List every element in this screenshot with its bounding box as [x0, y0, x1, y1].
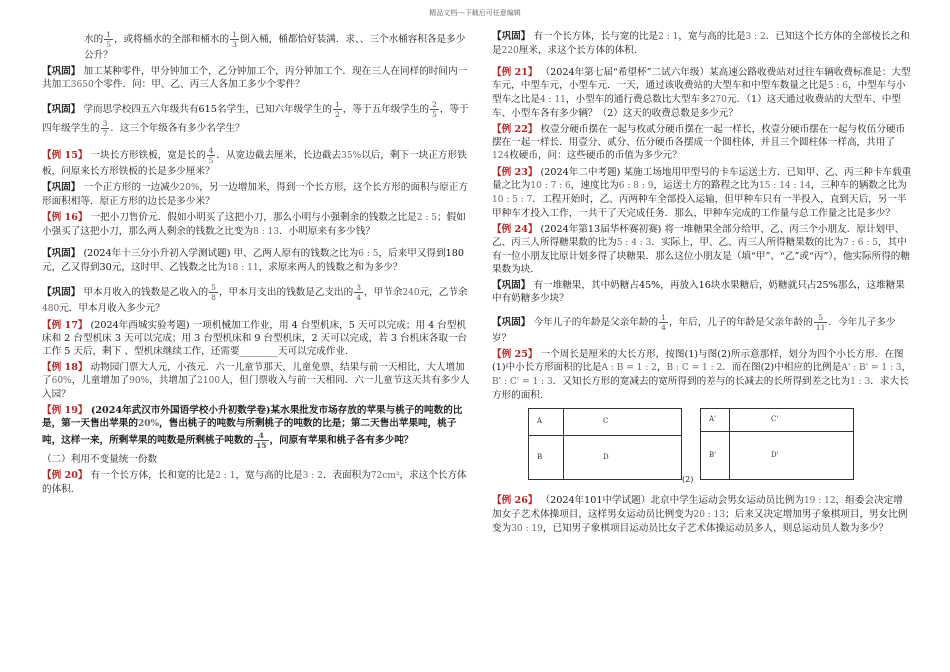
example-tag: 【例 25】 [492, 349, 538, 360]
fraction: $\frac{1}{2}$ [335, 100, 340, 119]
figure-label: C [603, 417, 609, 425]
example-tag: 【例 22】 [492, 124, 538, 135]
example-tag: 【例 17】 [42, 320, 88, 331]
fraction: $\frac{1}{5}$ [106, 30, 111, 49]
example-problem: 【例 16】 一把小刀售价元．假如小明买了这把小刀，那么小明与小强剩余的钱数之比是2 : 5；假如小强买了这把小刀，那么两人剩余的钱数之比变为8 : 13．小明原来有多少钱？ [42, 212, 466, 237]
example-tag: 【例 15】 [42, 150, 88, 161]
fraction: $\frac{3}{7}$ [102, 119, 108, 138]
example-tag: 【例 23】 [492, 167, 538, 178]
figure-1 [528, 408, 682, 480]
figure-label: B [537, 453, 543, 461]
practice-problem: 【巩固】 一个正方形的一边减少20%，另一边增加米，得到一个长方形，这个长方形的面积与原正方形面积相等．原正方形的边长是多少米？ [42, 182, 469, 207]
practice-problem: 【巩固】 有一堆糖果，其中奶糖占45%，再放入16块水果糖后，奶糖就只占25%那么，这堆糖果中有奶糖多少块？ [492, 280, 905, 304]
fraction: $\frac{3}{4}$ [356, 283, 362, 302]
practice-tag: 【巩固】 [42, 182, 81, 193]
example-tag: 【例 26】 [492, 495, 538, 506]
example-tag: 【例 16】 [42, 212, 88, 223]
practice-problem: 【巩固】 (2024年十三分小升初入学测试题) 甲、乙两人原有的钱数之比为6 : 5，后来甲又得到180元，乙又得到30元，这时甲、乙钱数之比为18 : 11，求原来两人的钱数之和为多少？ [42, 248, 464, 273]
right-column [492, 30, 912, 539]
practice-problem: 【巩固】 今年儿子的年龄是父亲年龄的 $\frac{1}{4}$ ，年后，儿子的年龄是父亲年龄的 $\frac{5}{11}$ ．今年儿子多少岁？ [492, 313, 896, 344]
fraction: $\frac{4}{15}$ [256, 431, 267, 450]
figure-label: A' [709, 415, 716, 423]
figure-label: D' [771, 451, 779, 459]
example-problem: 【例 15】 一块长方形铁板，宽是长的 $\frac{4}{5}$ ．从宽边截去厘米，长边截去35%以后，剩下一块正方形铁板，问原来长方形铁板的长是多少厘米？ [42, 146, 467, 177]
example-problem: 【例 19】 (2024年武汉市外国语学校小升初数学卷)某水果批发市场存放的苹果与桃子的吨数的比是，第一天售出苹果的20%，售出桃子的吨数与所剩桃子的吨数的比是；第二天售出苹果吨，桃子吨，这样一来，所剩苹果的吨数是所剩桃子吨数的 $\frac{4}{15}$ ，问原有苹果和桃子各有多少吨？ [42, 405, 463, 450]
problem-continuation: 水的 $\frac{1}{5}$ ，或将桶水的全部和桶水的 $\frac{1}{3}$ 倒入桶，桶都恰好装满．求、、三个水桶容积各是多少公升？ [84, 30, 466, 61]
practice-problem: 【巩固】 甲本月收入的钱数是乙收入的 $\frac{5}{8}$ ，甲本月支出的钱数是乙支出的 $\frac{3}{4}$ ，甲节余240元，乙节余480元．甲本月收入多少元？ [42, 283, 468, 314]
fraction: $\frac{1}{4}$ [661, 313, 666, 332]
example-problem: 【例 18】 动物园门票大人元，小孩元．六一儿童节那天，儿童免票，结果与前一天相比，大人增加了60%，儿童增加了90%，共增加了2100人，但门票收入与前一天相同．六一儿童节这天共有多少人入园？ [42, 362, 470, 400]
practice-tag: 【巩固】 [492, 31, 531, 42]
practice-tag: 【巩固】 [42, 66, 81, 77]
example-problem: 【例 24】 (2024年第13届华杯赛初赛) 将一堆糖果全部分给甲、乙、丙三个小朋友．原计划甲、乙、丙三人所得糖果数的比为5 : 4 : 3．实际上，甲、乙、丙三人所得糖果数的比为7 : 6 : 5，其中有一位小朋友比原计划多得了块糖果．那么这位小朋友是（填“甲”、“乙”或“丙”），他实际所得的糖果数为块. [492, 224, 910, 275]
example-problem: 【例 25】 一个周长是厘米的大长方形，按图(1)与图(2)所示意那样，划分为四个小长方形．在图(1)中小长方形面积的比是A : B = 1 : 2，B : C = 1 : 2．而在图(2)中相应的比例是A' : B' = 1 : 3，B' : C' = 1 : 3．又知长方形的宽减去的宽所得到的差与的长减去的长所得到差之比为1 : 3．求大长方形的面积. [492, 349, 912, 401]
practice-tag: 【巩固】 [42, 287, 81, 298]
example-tag: 【例 18】 [42, 362, 88, 373]
practice-tag: 【巩固】 [42, 104, 81, 115]
example-tag: 【例 20】 [42, 470, 88, 481]
practice-problem: 【巩固】 学而思学校四五六年级共有615名学生，已知六年级学生的 $\frac{1}{2}$ ，等于五年级学生的 $\frac{2}{5}$ ，等于四年级学生的 $\frac{3}{7}$ ．这三个年级各有多少名学生？ [42, 100, 469, 138]
fraction: $\frac{5}{11}$ [815, 313, 826, 332]
fraction: $\frac{4}{5}$ [208, 146, 214, 165]
example-tag: 【例 19】 [42, 405, 88, 416]
figure-label: D [603, 453, 609, 461]
figure-label: B' [709, 451, 717, 459]
figure-caption: (2) [682, 475, 694, 484]
figure-2 [700, 408, 854, 480]
example-problem: 【例 22】 枚壹分硬币摆在一起与枚贰分硬币摆在一起一样长，枚壹分硬币摆在一起与枚伍分硬币摆在一起一样长．用壹分、贰分、伍分硬币各摆成一个圆柱体，并且三个圆柱体一样高，共用了124枚硬币，问：这些硬币的币值为多少元？ [492, 124, 906, 161]
fraction: $\frac{1}{3}$ [232, 30, 237, 49]
example-problem: 【例 20】 有一个长方体，长和宽的比是2 : 1，宽与高的比是3 : 2．表面积为72cm²，求这个长方体的体积. [42, 470, 467, 495]
rectangle-figures [492, 408, 912, 486]
figure-label: C' [771, 415, 779, 423]
practice-tag: 【巩固】 [492, 317, 531, 328]
example-problem: 【例 21】 （2024年第七届“希望杯”二试六年级）某高速公路收费站对过往车辆收费标准是：大型车元，中型车元，小型车元．一天，通过该收费站的大型车和中型车数量之比是5 : 6，中型车与小型车之比是4 : 11，小型车的通行费总数比大型车多270元．（1）这天通过收费站的大型车、中型车、小型车各有多少辆？（2）这天的收费总数是多少元？ [492, 67, 911, 119]
example-problem: 【例 17】 (2024年西城实验考题) 一项机械加工作业，用 4 台型机床，5 天可以完成；用 4 台型机床和 2 台型机床 3 天可以完成；用 3 台型机床和 9 台型机床，2 天可以完成，若 3 台机床各取一台工作 5 天后，剩下 、型机床继续工作，还需要________天可以完成作业. [42, 320, 468, 357]
example-tag: 【例 21】 [492, 67, 538, 78]
figure-label: A [537, 417, 543, 425]
section-heading: （二）利用不变量统一份数 [42, 454, 158, 465]
example-tag: 【例 24】 [492, 224, 538, 235]
practice-tag: 【巩固】 [492, 280, 531, 291]
fraction: $\frac{5}{8}$ [211, 283, 216, 302]
fraction: $\frac{2}{5}$ [432, 100, 437, 119]
page-header: 精品文档---下载后可任意编辑 [429, 9, 521, 17]
example-problem: 【例 26】 （2024年101中学试题）北京中学生运动会男女运动员比例为19 : 12，组委会决定增加女子艺术体操项目，这样男女运动员比例变为20 : 13；后来又决定增加男子象棋项目，男女比例变为30 : 19，已知男子象棋项目运动员比女子艺术体操运动员多人，则总运动员人数为多少？ [492, 495, 908, 534]
practice-problem: 【巩固】 加工某种零件，甲分钟加工个，乙分钟加工个，丙分钟加工个．现在三人在同样的时间内一共加工3650个零件．问：甲、乙、丙三人各加工多少个零件？ [42, 66, 468, 90]
left-column [42, 30, 472, 499]
practice-problem: 【巩固】 有一个长方体，长与宽的比是2 : 1，宽与高的比是3 : 2．已知这个长方体的全部棱长之和是220厘米，求这个长方体的体积. [492, 31, 910, 56]
practice-tag: 【巩固】 [42, 248, 81, 259]
answer-blank: ________ [239, 346, 278, 357]
example-problem: 【例 23】 (2024年二中考题) 某施工场地用甲型号的卡车运送土方．已知甲、乙、丙三种卡车载重量之比为10 : 7 : 6，速度比为6 : 8 : 9，运送土方的路程之比为15 : 14 : 14，三种车的辆数之比为10 : 5 : 7．工程开始时，乙、丙两种车全部投入运输，但甲种车只有一半投入，直到天后，另一半甲种车才投入工作，一共干了天完成任务．那么，甲种车完成的工作量与总工作量之比是多少？ [492, 167, 912, 219]
